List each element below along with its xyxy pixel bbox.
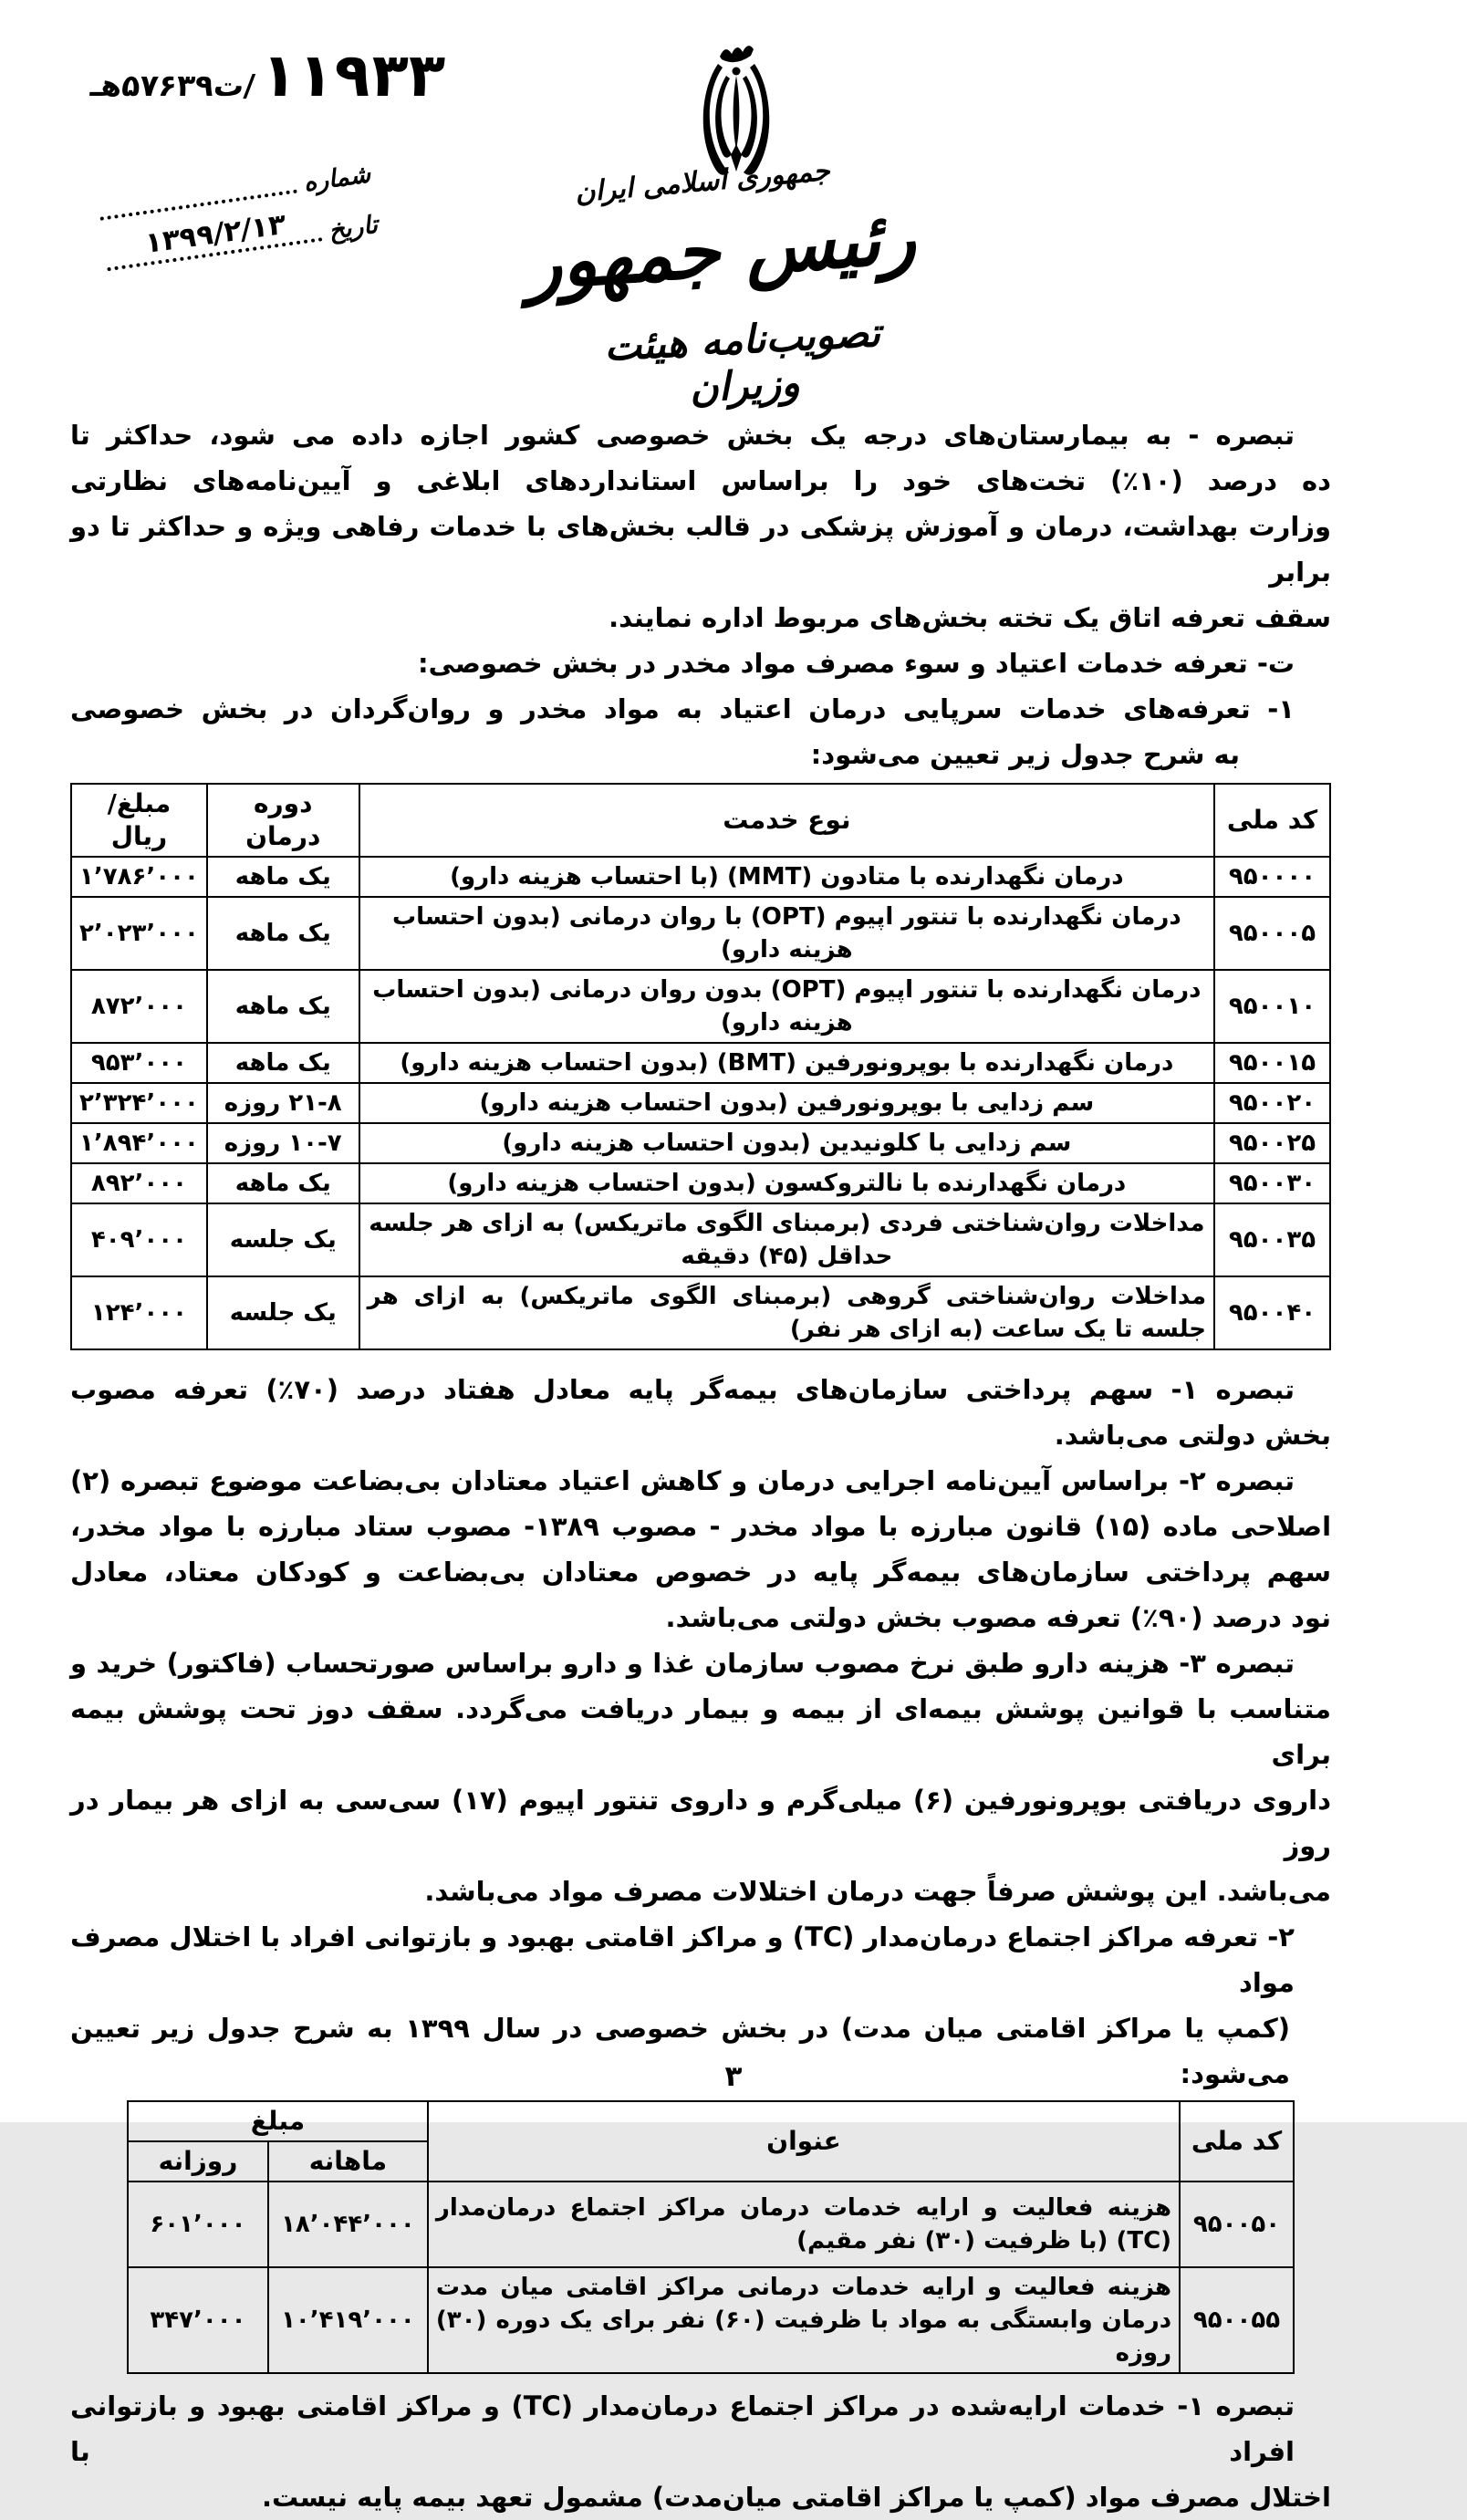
cell-monthly: ۱۰٬۴۱۹٬۰۰۰ [268,2267,428,2373]
note-2 [70,1458,1331,1640]
text-line: داروی دریافتی بوپرونورفین (۶) میلی‌گرم و داروی تنتور اپیوم (۱۷) سی‌سی به ازای هر بیمار در روز [70,1785,1331,1861]
cell-duration: یک ماهه [207,897,359,970]
document-reference-number [88,40,446,110]
letterhead-office: رئیس جمهور [523,194,919,307]
table-row [71,1123,1330,1163]
cell-amount: ۲٬۰۲۳٬۰۰۰ [71,897,207,970]
table-row [71,1276,1330,1349]
table-row [128,2267,1294,2373]
section-t-heading: ت- تعرفه خدمات اعتیاد و سوء مصرف مواد مخدر در بخش خصوصی: [418,648,1295,679]
table-row [71,1163,1330,1203]
text-line: (کمپ یا مراکز اقامتی میان مدت) در بخش خصوصی در سال ۱۳۹۹ به شرح جدول زیر تعیین می‌شود: [70,2013,1290,2089]
text-line: نود درصد (۹۰٪) تعرفه مصوب بخش دولتی می‌باشد. [665,1602,1331,1633]
cell-service: سم زدایی با بوپرونورفین (بدون احتساب هزینه دارو) [359,1083,1214,1123]
cell-monthly: ۱۸٬۰۴۴٬۰۰۰ [268,2182,428,2267]
cell-duration: ۲۱-۸ روزه [207,1083,359,1123]
cell-service: درمان نگهدارنده با تنتور اپیوم (OPT) با روان درمانی (بدون احتساب هزینه دارو) [359,897,1214,970]
cell-duration: یک جلسه [207,1203,359,1276]
cell-code: ۹۵۰۰۲۵ [1214,1123,1330,1163]
col-header-amount: مبلغ/ ریال [71,784,207,857]
text-line: تبصره - به بیمارستان‌های درجه یک بخش خصوصی کشور اجازه داده می شود، حداکثر تا [70,420,1295,451]
reference-number-main: ۱۱۹۳۳ [257,40,447,110]
cell-service: درمان نگهدارنده با نالتروکسون (بدون احتساب هزینه دارو) [359,1163,1214,1203]
cell-code: ۹۵۰۰۵۰ [1180,2182,1294,2267]
cell-amount: ۱٬۸۹۴٬۰۰۰ [71,1123,207,1163]
residential-tariff-table [127,2100,1295,2374]
cell-amount: ۹۵۳٬۰۰۰ [71,1043,207,1083]
table-row [128,2182,1294,2267]
col-header-duration: دوره درمان [207,784,359,857]
col-header-amount: مبلغ [128,2101,428,2141]
date-label: تاریخ [327,210,380,245]
text-line: اختلال مصرف مواد (کمپ یا مراکز اقامتی میان‌مدت) مشمول تعهد بیمه پایه نیست. [262,2482,1331,2513]
cell-duration: ۱۰-۷ روزه [207,1123,359,1163]
table-row [71,1203,1330,1276]
cell-duration: یک ماهه [207,857,359,897]
cell-amount: ۱٬۷۸۶٬۰۰۰ [71,857,207,897]
reference-number-suffix: /ت۵۷۶۳۹هـ [88,68,256,103]
col-header-monthly: ماهانه [268,2141,428,2182]
cell-duration: یک ماهه [207,970,359,1043]
table-row [71,897,1330,970]
note-3 [70,1640,1331,1914]
text-line: تبصره ۳- هزینه دارو طبق نرخ مصوب سازمان غذا و دارو براساس صورتحساب (فاکتور) خرید و [70,1648,1295,1679]
text-line: بخش دولتی می‌باشد. [1054,1420,1331,1451]
text-line: به شرح جدول زیر تعیین می‌شود: [810,739,1240,770]
text-line: اصلاحی ماده (۱۵) قانون مبارزه با مواد مخدر - مصوب ۱۳۸۹- مصوب ستاد مبارزه با مواد مخدر، [70,1511,1332,1542]
cell-code: ۹۵۰۰۰۵ [1214,897,1330,970]
cell-daily: ۶۰۱٬۰۰۰ [128,2182,268,2267]
cell-daily: ۳۴۷٬۰۰۰ [128,2267,268,2373]
text-line: می‌باشد. این پوشش صرفاً جهت درمان اختلالات مصرف مواد می‌باشد. [424,1876,1331,1907]
table-row [71,970,1330,1043]
cell-duration: یک ماهه [207,1043,359,1083]
text-line: ۱- تعرفه‌های خدمات سرپایی درمان اعتیاد به مواد مخدر و روان‌گردان در بخش خصوصی [70,693,1295,724]
letterhead-doc-type: تصویب‌نامه هیئت وزیران [603,310,882,412]
cell-code: ۹۵۰۰۱۰ [1214,970,1330,1043]
text-line: تبصره ۱- سهم پرداختی سازمان‌های بیمه‌گر پایه معادل هفتاد درصد (۷۰٪) تعرفه مصوب [70,1374,1295,1405]
table-row [71,857,1330,897]
col-header-code: کد ملی [1180,2101,1294,2182]
outpatient-tariff-table [70,783,1331,1350]
cell-code: ۹۵۰۰۳۰ [1214,1163,1330,1203]
cell-service: سم زدایی با کلونیدین (بدون احتساب هزینه دارو) [359,1123,1214,1163]
table-header-row [128,2101,1294,2141]
col-header-service: نوع خدمت [359,784,1214,857]
cell-amount: ۴۰۹٬۰۰۰ [71,1203,207,1276]
letterhead-country: جمهوری اسلامی ایران [573,154,832,210]
document-body [70,412,1331,2520]
text-line: سقف تعرفه اتاق یک تخته بخش‌های مربوط اداره نمایند. [609,602,1331,633]
cell-service: درمان نگهدارنده با متادون (MMT) (با احتساب هزینه دارو) [359,857,1214,897]
cell-service: درمان نگهدارنده با تنتور اپیوم (OPT) بدون روان درمانی (بدون احتساب هزینه دارو) [359,970,1214,1043]
col-header-code: کد ملی [1214,784,1330,857]
text-line: تبصره ۱- خدمات ارایه‌شده در مراکز اجتماع درمان‌مدار (TC) و مراکز اقامتی بهبود و بازتوانی افراد با [70,2390,1295,2467]
cell-amount: ۸۹۲٬۰۰۰ [71,1163,207,1203]
cell-title: هزینه فعالیت و ارایه خدمات درمان مراکز اجتماع درمان‌مدار (TC) (با ظرفیت (۳۰) نفر مقیم) [428,2182,1180,2267]
text-line: ده درصد (۱۰٪) تخت‌های خود را براساس استانداردهای ابلاغی و آیین‌نامه‌های نظارتی [70,465,1331,496]
cell-code: ۹۵۰۰۰۰ [1214,857,1330,897]
table-row [71,1043,1330,1083]
text-line: وزارت بهداشت، درمان و آموزش پزشکی در قالب بخش‌های با خدمات رفاهی ویژه و حداکثر تا دو برابر [70,511,1331,588]
text-line: ۲- تعرفه مراکز اجتماع درمان‌مدار (TC) و مراکز اقامتی بهبود و بازتوانی افراد با اختلال مصرف مواد [70,1921,1295,1998]
cell-duration: یک ماهه [207,1163,359,1203]
col-header-daily: روزانه [128,2141,268,2182]
cell-code: ۹۵۰۰۴۰ [1214,1276,1330,1349]
cell-code: ۹۵۰۰۵۵ [1180,2267,1294,2373]
cell-amount: ۱۲۴٬۰۰۰ [71,1276,207,1349]
cell-duration: یک جلسه [207,1276,359,1349]
cell-code: ۹۵۰۰۱۵ [1214,1043,1330,1083]
cell-title: هزینه فعالیت و ارایه خدمات درمانی مراکز اقامتی میان مدت درمان وابستگی به مواد با ظرفیت (۶۰) نفر برای یک دوره (۳۰) روزه [428,2267,1180,2373]
table-header-row [71,784,1330,857]
cell-service: درمان نگهدارنده با بوپرونورفین (BMT) (بدون احتساب هزینه دارو) [359,1043,1214,1083]
text-line: تبصره ۲- براساس آیین‌نامه اجرایی درمان و کاهش اعتیاد معتادان بی‌بضاعت موضوع تبصره (۲) [70,1465,1295,1496]
text-line: متناسب با قوانین پوشش بیمه‌ای از بیمه و بیمار دریافت می‌گردد. سقف دوز تحت پوشش بیمه برای [70,1693,1331,1770]
table-row [71,1083,1330,1123]
cell-amount: ۲٬۳۲۴٬۰۰۰ [71,1083,207,1123]
number-label: شماره [301,160,372,198]
page-number: ۳ [724,2060,743,2093]
cell-code: ۹۵۰۰۲۰ [1214,1083,1330,1123]
note-1 [70,1367,1331,1458]
cell-amount: ۸۷۲٬۰۰۰ [71,970,207,1043]
col-header-title: عنوان [428,2101,1180,2182]
final-note [70,2383,1331,2520]
text-line: سهم پرداختی سازمان‌های بیمه‌گر پایه در خصوص معتادان بی‌بضاعت و کودکان معتاد، معادل [70,1557,1331,1588]
cell-service: مداخلات روان‌شناختی گروهی (برمبنای الگوی ماتریکس) به ازای هر جلسه تا یک ساعت (به ازای هر نفر) [359,1276,1214,1349]
cell-service: مداخلات روان‌شناختی فردی (برمبنای الگوی ماتریکس) به ازای هر جلسه حداقل (۴۵) دقیقه [359,1203,1214,1276]
cell-code: ۹۵۰۰۳۵ [1214,1203,1330,1276]
date-value: ۱۳۹۹/۲/۱۳ [144,207,286,261]
paragraph-tabsareh [70,412,1331,640]
paragraph-item1 [70,686,1331,777]
number-date-stamp [94,138,380,277]
